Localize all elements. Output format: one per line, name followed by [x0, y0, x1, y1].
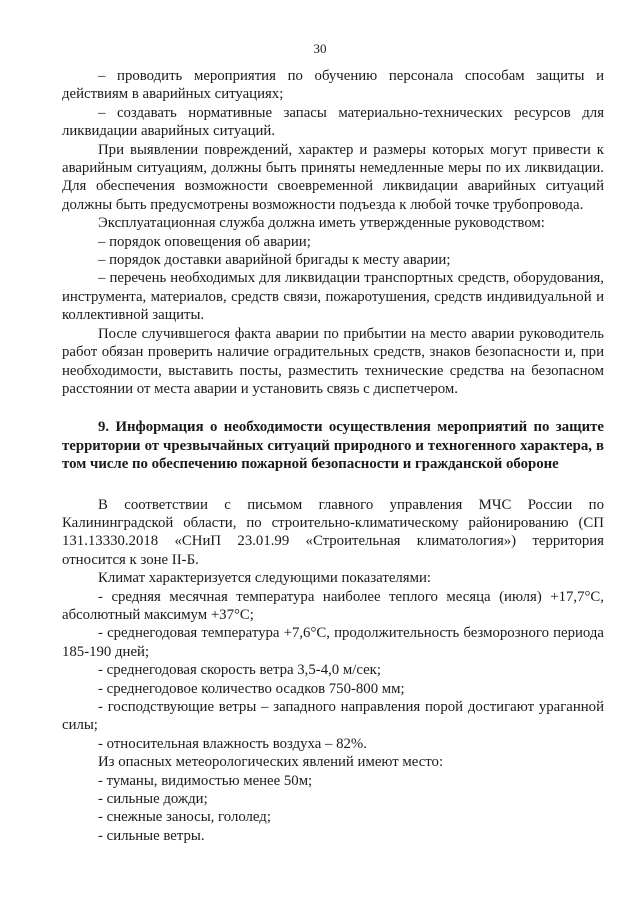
- paragraph: – проводить мероприятия по обучению персонала способам защиты и действиям в аварийных ситуациях;: [62, 68, 604, 103]
- paragraph: - среднегодовая температура +7,6°С, продолжительность безморозного периода 185-190 дней;: [62, 625, 604, 660]
- page-number: 30: [313, 41, 327, 56]
- paragraph: – порядок оповещения об аварии;: [98, 233, 311, 250]
- paragraph: - господствующие ветры – западного направления порой достигают ураганной силы;: [62, 699, 604, 734]
- section-accident-measures: [62, 67, 604, 398]
- paragraph: - относительная влажность воздуха – 82%.: [98, 735, 367, 752]
- paragraph: – порядок доставки аварийной бригады к месту аварии;: [98, 252, 451, 269]
- paragraph: - сильные ветры.: [98, 827, 205, 844]
- paragraph: Из опасных метеорологических явлений имеют место:: [98, 754, 444, 771]
- paragraph: После случившегося факта аварии по прибытии на место аварии руководитель работ обязан проверить наличие оградительных средств, знаков безопасности и, при необходимости, выставить посты, разместить технические средства на безопасном расстоянии от места аварии и установить связь с диспетчером.: [62, 325, 604, 397]
- paragraph: - сильные дожди;: [98, 791, 208, 808]
- section-heading: 9. Информация о необходимости осуществления мероприятий по защите территории от чрезвычайных ситуаций природного и техногенного характера, в том числе по обеспечению пожарной безопасности и гражданской обороне: [62, 419, 604, 473]
- document-body: [62, 67, 604, 845]
- paragraph: - средняя месячная температура наиболее теплого месяца (июля) +17,7°С, абсолютный максимум +37°С;: [62, 588, 604, 623]
- section-climate: [62, 496, 604, 846]
- paragraph: Эксплуатационная служба должна иметь утвержденные руководством:: [98, 215, 545, 232]
- paragraph: - снежные заносы, гололед;: [98, 809, 271, 826]
- paragraph: - туманы, видимостью менее 50м;: [98, 772, 313, 789]
- paragraph: - среднегодовая скорость ветра 3,5-4,0 м/сек;: [98, 662, 381, 679]
- paragraph: Климат характеризуется следующими показателями:: [98, 570, 431, 587]
- paragraph: - среднегодовое количество осадков 750-800 мм;: [98, 680, 405, 697]
- paragraph: – перечень необходимых для ликвидации транспортных средств, оборудования, инструмента, материалов, средств связи, пожаротушения, средств индивидуальной и коллективной защиты.: [62, 270, 604, 324]
- paragraph: В соответствии с письмом главного управления МЧС России по Калининградской области, по строительно-климатическому районированию (СП 131.13330.2018 «СНиП 23.01.99 «Строительная климатология») территория относится к зоне II-Б.: [62, 496, 604, 568]
- paragraph: При выявлении повреждений, характер и размеры которых могут привести к аварийным ситуациям, должны быть приняты немедленные меры по их ликвидации. Для обеспечения возможности своевременной ликвидации аварийных ситуаций должны быть предусмотрены возможности подъезда к любой точке трубопровода.: [62, 141, 604, 213]
- paragraph: – создавать нормативные запасы материально-технических ресурсов для ликвидации аварийных ситуаций.: [62, 104, 604, 140]
